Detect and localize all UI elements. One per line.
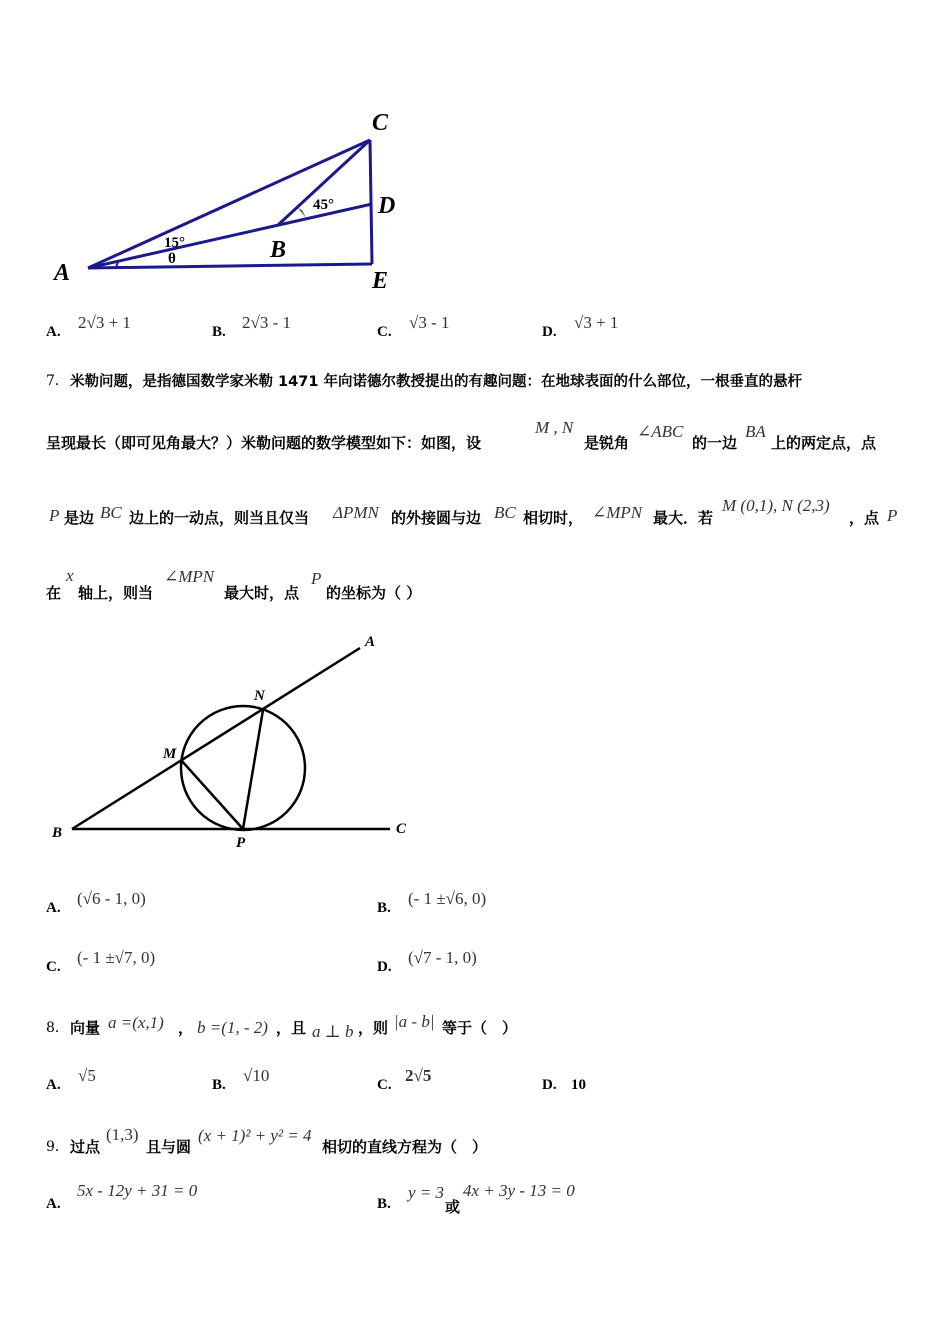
q7-math: M , N [535,418,574,437]
q7-text: 呈现最长（即可见角最大？）米勒问题的数学模型如下：如图，设 [46,434,482,452]
label-D: D [378,193,396,219]
q8-math: |a - b| [394,1012,435,1031]
q7-text: 的外接圆与边 [391,509,482,527]
option-value: 2√3 + 1 [78,313,131,332]
q7-math: ∠MPN [592,503,643,522]
miller-figure [40,625,420,855]
option-value: √5 [78,1066,96,1085]
question-number: 9． [46,1139,69,1155]
option-letter: A. [46,1196,61,1212]
q9-math: (1,3) [106,1125,139,1144]
option-join: 或 [445,1198,461,1216]
option-letter: B. [377,900,391,916]
option-value: y = 3 [408,1183,445,1202]
q9-text: 且与圆 [146,1138,192,1156]
option-letter: D. [542,324,557,340]
label-P: P [236,835,246,851]
q7-text: ，点 [849,509,880,527]
label-E: E [372,268,389,294]
question-number: 7． [46,373,69,389]
q7-text: 是锐角 [584,434,630,452]
q7-math: ∠ABC [637,422,684,441]
label-45: 45° [313,197,334,213]
option-letter: A. [46,900,61,916]
label-A: A [54,260,71,286]
label-C: C [372,110,389,136]
option-value: (√7 - 1, 0) [408,948,477,967]
q7-math: P [49,506,60,525]
q7-math: P [311,569,322,588]
label-B: B [52,825,63,841]
option-value: √3 - 1 [409,313,450,332]
q7-text: 边上的一动点，则当且仅当 [129,509,310,527]
option-value: √10 [243,1066,270,1085]
label-B: B [270,237,287,263]
option-value: √3 + 1 [574,313,619,332]
q9-text: 相切的直线方程为（ ） [322,1138,488,1156]
q7-text: 的一边 [692,434,738,452]
option-letter: D. [377,959,392,975]
q8-math: a =(x,1) [108,1013,164,1032]
option-value: (√6 - 1, 0) [77,889,146,908]
q8-text: ， [178,1019,194,1037]
q7-text: 轴上，则当 [78,584,154,602]
q7-text: 在 [46,584,62,602]
option-value: 5x - 12y + 31 = 0 [77,1181,198,1200]
option-value: (- 1 ±√7, 0) [77,948,156,967]
option-letter: C. [377,1077,392,1093]
label-N: N [254,688,265,704]
option-letter: A. [46,324,61,340]
option-letter: B. [212,324,226,340]
option-value: 2√5 [405,1066,432,1085]
q7-math: BC [100,503,122,522]
option-letter: B. [377,1196,391,1212]
option-value: 10 [571,1077,586,1093]
q7-text: 是边 [64,509,95,527]
q7-math: M (0,1), N (2,3) [722,496,830,515]
option-letter: C. [377,324,392,340]
q8-text: ，则 [358,1019,389,1037]
label-C: C [396,821,407,837]
q7-math: P [887,506,898,525]
q7-math: ΔPMN [333,503,379,522]
q8-text: ，且 [276,1019,307,1037]
option-value: 2√3 - 1 [242,313,291,332]
q7-math: BA [745,422,766,441]
q9-text: 过点 [70,1138,101,1156]
option-letter: D. [542,1077,557,1093]
q7-math: BC [494,503,516,522]
option-letter: A. [46,1077,61,1093]
label-theta: θ [168,251,176,267]
q7-text: 相切时， [523,509,584,527]
q7-math: x [66,566,74,585]
q8-math: a ⊥ b [312,1022,354,1041]
q8-text: 向量 [70,1019,101,1037]
q7-text: 最大．若 [653,509,714,527]
q8-math: b =(1, - 2) [197,1018,268,1037]
question-number: 8． [46,1020,69,1036]
label-15: 15° [164,235,185,251]
label-A: A [365,634,376,650]
triangle-figure [40,100,440,300]
q7-math: ∠MPN [164,567,215,586]
option-value: 4x + 3y - 13 = 0 [463,1181,575,1200]
q7-text: 最大时，点 [224,584,300,602]
option-letter: B. [212,1077,226,1093]
option-letter: C. [46,959,61,975]
label-M: M [163,746,177,762]
q7-text: 上的两定点，点 [771,434,877,452]
q7-text: 的坐标为（ ） [326,584,422,602]
option-value: (- 1 ±√6, 0) [408,889,487,908]
q8-text: 等于（ ） [442,1019,518,1037]
q9-math: (x + 1)² + y² = 4 [198,1126,312,1145]
q7-line1: 米勒问题，是指德国数学家米勒 1471 年向诺德尔教授提出的有趣问题：在地球表面的什么部位，一根垂直的悬杆 [70,374,802,390]
